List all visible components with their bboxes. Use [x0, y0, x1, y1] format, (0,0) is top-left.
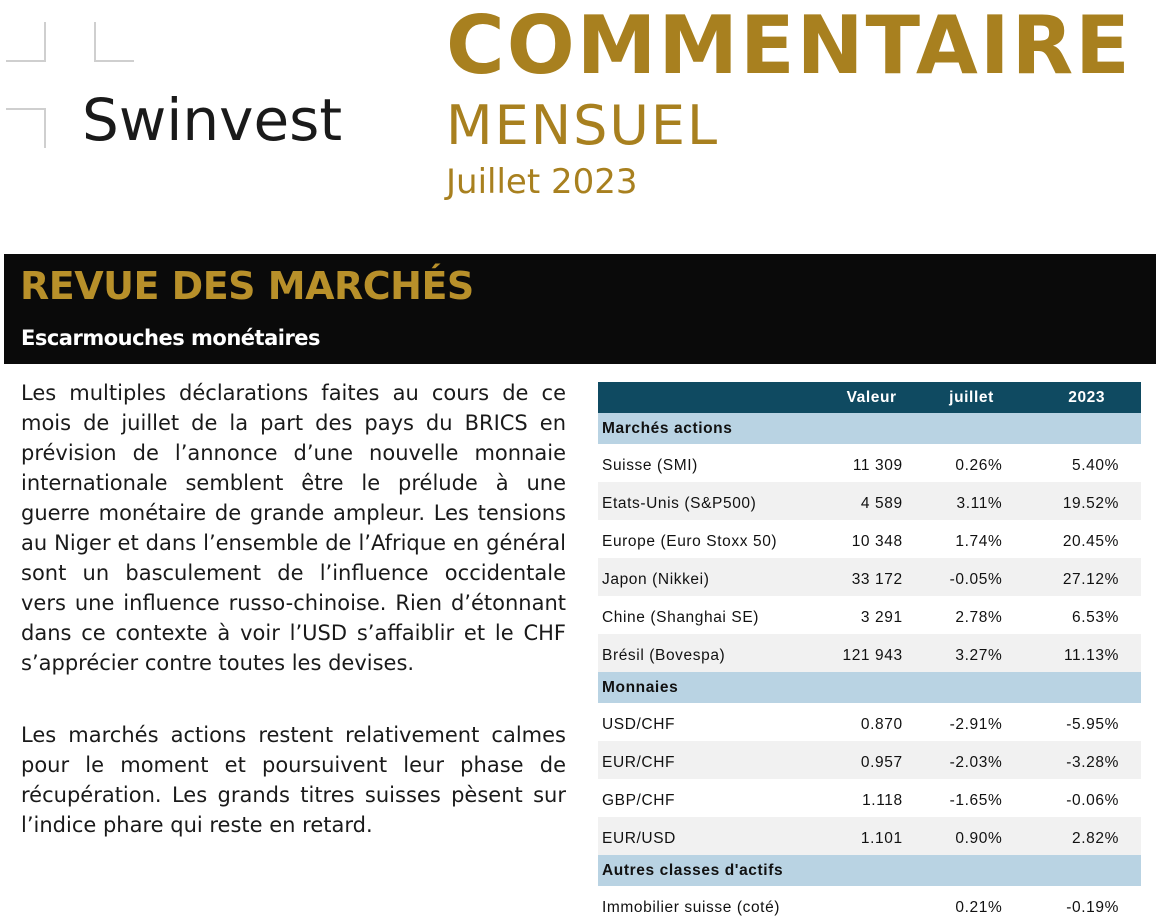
table-section-row: [598, 672, 1141, 703]
row-label: GBP/CHF: [602, 792, 676, 809]
row-month-change: -0.05%: [911, 558, 1033, 596]
row-month-change: -1.65%: [949, 792, 1003, 809]
row-value: 11 309: [852, 457, 903, 474]
table-row: [598, 817, 1141, 855]
document-title: COMMENTAIRE: [446, 0, 1132, 92]
brand-logo: Swinvest: [82, 86, 343, 154]
row-value: 10 348: [851, 533, 903, 550]
table-header-row: [598, 382, 1141, 413]
row-month-change: 0.90%: [911, 817, 1033, 855]
logo-mark-top-right: [94, 22, 134, 62]
row-label: EUR/USD: [598, 817, 819, 855]
row-value: 0.870: [860, 716, 903, 733]
logo-mark-bottom-left: [6, 108, 46, 148]
table-section-row: [598, 855, 1141, 886]
row-month-change: 3.27%: [911, 634, 1033, 672]
table-section-label: Marchés actions: [598, 413, 1141, 444]
section-subheading: Escarmouches monétaires: [21, 326, 321, 350]
table-section-label: Monnaies: [598, 672, 1141, 703]
section-heading: REVUE DES MARCHÉS: [20, 264, 474, 308]
row-ytd-change: 27.12%: [1032, 558, 1141, 596]
document-subtitle: MENSUEL: [446, 94, 720, 157]
table-section-row: [598, 413, 1141, 444]
row-label: Brésil (Bovespa): [598, 634, 819, 672]
column-header-ytd: 2023: [1032, 382, 1141, 413]
row-value: 1.101: [819, 817, 910, 855]
row-value: 4 589: [819, 482, 910, 520]
document-period: Juillet 2023: [446, 162, 638, 202]
row-month-change: 0.21%: [955, 899, 1003, 916]
table-body: [598, 413, 1141, 924]
row-month-change: 3.11%: [911, 482, 1033, 520]
body-paragraph-1: Les multiples déclarations faites au cours de ce mois de juillet de la part des pays du BRICS en prévision de l’annonce d’une nouvelle monnaie internationale semblent être le prélude à une guerre monétaire de grande ampleur. Les tensions au Niger et dans l’ensemble de l’Afrique en général sont un basculement de l’influence occidentale vers une influence russo-chinoise. Rien d’étonnant dans ce contexte à voir l’USD s’affaiblir et le CHF s’apprécier contre toutes les devises.: [21, 381, 566, 675]
row-value: 0.957: [819, 741, 910, 779]
row-ytd-change: 19.52%: [1032, 482, 1141, 520]
row-ytd-change: 20.45%: [1062, 533, 1119, 550]
row-label: Europe (Euro Stoxx 50): [602, 533, 778, 550]
row-month-change: -2.91%: [949, 716, 1003, 733]
row-ytd-change: -0.19%: [1066, 899, 1119, 916]
table-row: [598, 741, 1141, 779]
column-header-month: juillet: [911, 382, 1033, 413]
row-value: [819, 886, 910, 924]
row-label: Suisse (SMI): [602, 457, 698, 474]
row-month-change: 1.74%: [955, 533, 1003, 550]
row-ytd-change: 5.40%: [1072, 457, 1119, 474]
row-label: Chine (Shanghai SE): [602, 609, 760, 626]
row-value: 121 943: [819, 634, 910, 672]
row-label: Japon (Nikkei): [598, 558, 819, 596]
row-value: 3 291: [860, 609, 903, 626]
row-value: 1.118: [862, 792, 903, 809]
table-section-label: Autres classes d'actifs: [598, 855, 1141, 886]
table-row: [598, 703, 1141, 741]
market-table: [598, 382, 1141, 924]
row-value: 33 172: [819, 558, 910, 596]
row-ytd-change: 2.82%: [1032, 817, 1141, 855]
row-label: Etats-Unis (S&P500): [598, 482, 819, 520]
table-row: [598, 444, 1141, 482]
row-month-change: -2.03%: [911, 741, 1033, 779]
table-row: [598, 886, 1141, 924]
table-row: [598, 558, 1141, 596]
row-month-change: 2.78%: [955, 609, 1003, 626]
table-row: [598, 779, 1141, 817]
row-label: Immobilier suisse (coté): [602, 899, 781, 916]
row-ytd-change: 6.53%: [1072, 609, 1119, 626]
row-label: USD/CHF: [602, 716, 676, 733]
column-header-label: [598, 382, 819, 413]
body-paragraph-2: Les marchés actions restent relativement calmes pour le moment et poursuivent leur phase de récupération. Les grands titres suisses pèsent sur l’indice phare qui reste en retard.: [21, 723, 566, 837]
table-row: [598, 482, 1141, 520]
table-row: [598, 634, 1141, 672]
logo-mark-top-left: [6, 22, 46, 62]
table-row: [598, 520, 1141, 558]
row-ytd-change: -0.06%: [1066, 792, 1119, 809]
row-ytd-change: -3.28%: [1032, 741, 1141, 779]
row-month-change: 0.26%: [955, 457, 1003, 474]
row-label: EUR/CHF: [598, 741, 819, 779]
table-row: [598, 596, 1141, 634]
row-ytd-change: 11.13%: [1032, 634, 1141, 672]
row-ytd-change: -5.95%: [1066, 716, 1119, 733]
column-header-value: Valeur: [819, 382, 910, 413]
